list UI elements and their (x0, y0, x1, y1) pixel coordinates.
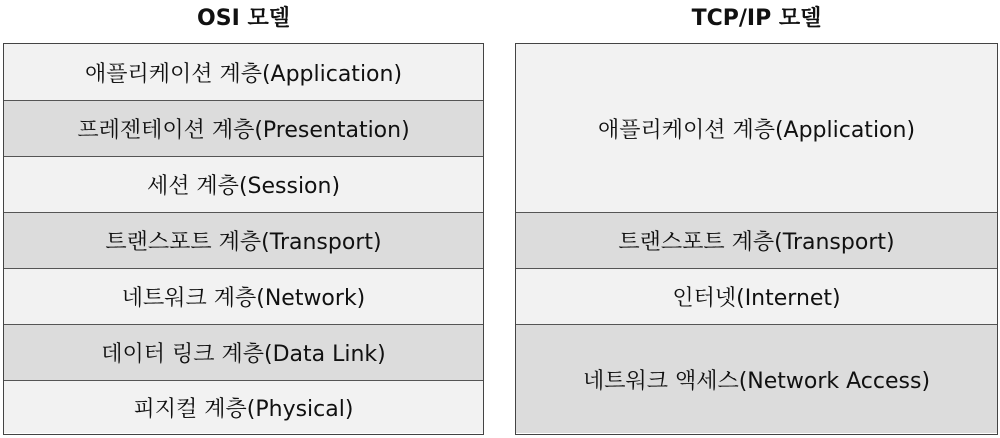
tcpip-layer-stack (515, 43, 998, 435)
tcpip-layer-application: 애플리케이션 계층(Application) (516, 44, 997, 212)
tcpip-layer-internet: 인터넷(Internet) (516, 268, 997, 324)
osi-model-column (3, 0, 484, 422)
osi-layer-transport: 트랜스포트 계층(Transport) (4, 212, 483, 268)
tcpip-model-column (515, 0, 998, 394)
osi-layer-application: 애플리케이션 계층(Application) (4, 44, 483, 100)
osi-layer-network: 네트워크 계층(Network) (4, 268, 483, 324)
osi-layer-stack (3, 43, 484, 435)
tcpip-layer-network-access: 네트워크 액세스(Network Access) (516, 324, 997, 433)
osi-layer-session: 세션 계층(Session) (4, 156, 483, 212)
tcpip-layer-transport: 트랜스포트 계층(Transport) (516, 212, 997, 268)
osi-layer-physical: 피지컬 계층(Physical) (4, 380, 483, 433)
osi-model-title: OSI 모델 (197, 6, 290, 31)
osi-layer-data-link: 데이터 링크 계층(Data Link) (4, 324, 483, 380)
osi-layer-presentation: 프레젠테이션 계층(Presentation) (4, 100, 483, 156)
tcpip-model-title: TCP/IP 모델 (691, 6, 822, 31)
